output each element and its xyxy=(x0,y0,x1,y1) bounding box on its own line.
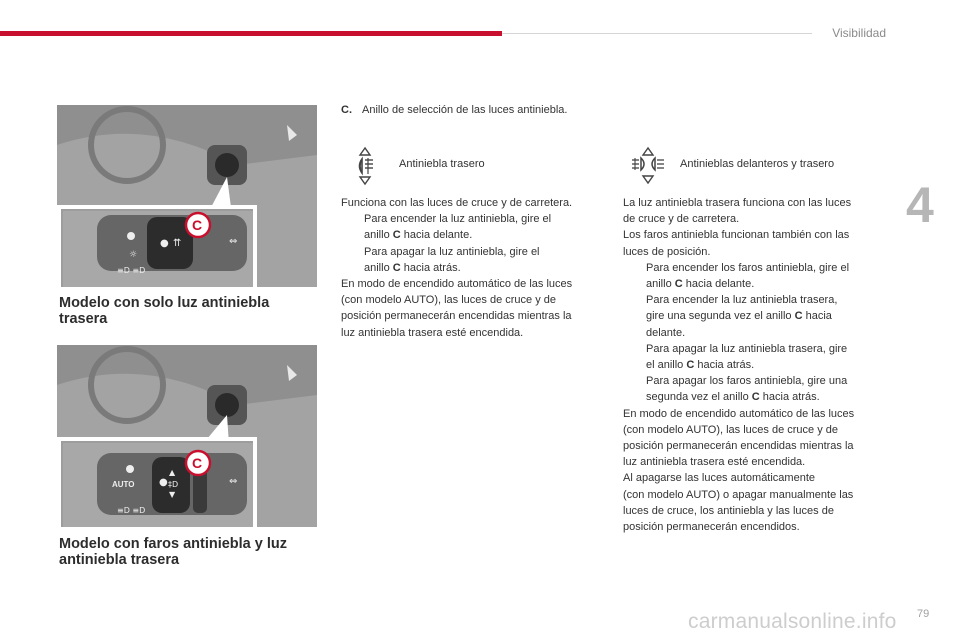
photo2-auto-label: AUTO xyxy=(112,480,135,489)
section2-title: Modelo con faros antiniebla y luz antiniebla trasera xyxy=(59,536,287,568)
rear-fog-lamp-icon xyxy=(353,146,377,191)
bullet-marker xyxy=(623,260,646,292)
svg-text:▲: ▲ xyxy=(169,468,176,477)
col1-intro: Funciona con las luces de cruce y de carretera. xyxy=(341,197,573,209)
svg-text:●: ● xyxy=(159,477,168,488)
svg-text:●: ● xyxy=(160,238,169,249)
svg-text:⇔: ⇔ xyxy=(229,236,238,247)
col1-auto-note: En modo de encendido automático de las luces (con modelo AUTO), las luces de cruce y de posición permanecerán encendidas mientras la luz antiniebla trasera esté encendida. xyxy=(341,278,573,339)
col2-bullet-2: Para encender la luz antiniebla trasera, gire una segunda vez el anillo C hacia delante. xyxy=(623,292,898,341)
col1-bullet-1: Para encender la luz antiniebla, gire el anillo C hacia delante. xyxy=(341,211,611,243)
photo1-callout: C xyxy=(192,217,203,233)
bullet-marker xyxy=(623,373,646,405)
section-title: Visibilidad xyxy=(832,26,886,40)
svg-text:≡D ≡D: ≡D ≡D xyxy=(117,266,146,275)
section1-title: Modelo con solo luz antiniebla trasera xyxy=(59,295,270,327)
bullet-marker xyxy=(341,211,364,243)
caption-c: C. Anillo de selección de las luces antiniebla. xyxy=(341,104,568,116)
svg-text:▼: ▼ xyxy=(169,490,176,499)
front-rear-fog-lamp-icon xyxy=(628,146,668,191)
col2-auto-note: En modo de encendido automático de las luces (con modelo AUTO), las luces de cruce y de posición permanecerán encendidas mientras la luz antiniebla trasera esté encendida. Al apagarse las luces automáticamente (con modelo AUTO) o apagar manualmente las luces de cruce, los antiniebla y las luces de posición permanecerán encendidos. xyxy=(623,407,855,534)
chapter-number: 4 xyxy=(906,177,934,233)
col1-bullet-2: Para apagar la luz antiniebla, gire el anillo C hacia atrás. xyxy=(341,244,611,276)
front-rear-fog-icon-label: Antinieblas delanteros y trasero xyxy=(680,158,835,170)
photo-front-rear-fog-switch xyxy=(57,345,317,527)
watermark: carmanualsonline.info xyxy=(688,610,897,633)
bullet-marker xyxy=(623,341,646,373)
svg-text:☼: ☼ xyxy=(129,250,138,260)
col2-text xyxy=(623,195,898,535)
col2-bullet-3: Para apagar la luz antiniebla trasera, gire el anillo C hacia atrás. xyxy=(623,341,898,373)
photo-rear-fog-switch xyxy=(57,105,317,287)
page-number: 79 xyxy=(917,608,930,620)
header-red-bar xyxy=(0,31,502,36)
svg-text:⇈: ⇈ xyxy=(173,238,182,249)
bullet-marker xyxy=(623,292,646,341)
col2-intro: La luz antiniebla trasera funciona con las luces de cruce y de carretera. Los faros antiniebla funcionan también con las luces de posición. xyxy=(623,197,852,258)
header-rule xyxy=(502,33,812,34)
photo2-callout: C xyxy=(192,455,203,471)
col1-text xyxy=(341,195,611,341)
svg-text:⇔: ⇔ xyxy=(229,476,238,487)
bullet-marker xyxy=(341,244,364,276)
svg-text:‡D: ‡D xyxy=(168,480,179,489)
col2-bullet-4: Para apagar los faros antiniebla, gire una segunda vez el anillo C hacia atrás. xyxy=(623,373,898,405)
svg-text:≡D ≡D: ≡D ≡D xyxy=(117,506,146,515)
col2-bullet-1: Para encender los faros antiniebla, gire el anillo C hacia delante. xyxy=(623,260,898,292)
rear-fog-icon-label: Antiniebla trasero xyxy=(399,158,485,170)
